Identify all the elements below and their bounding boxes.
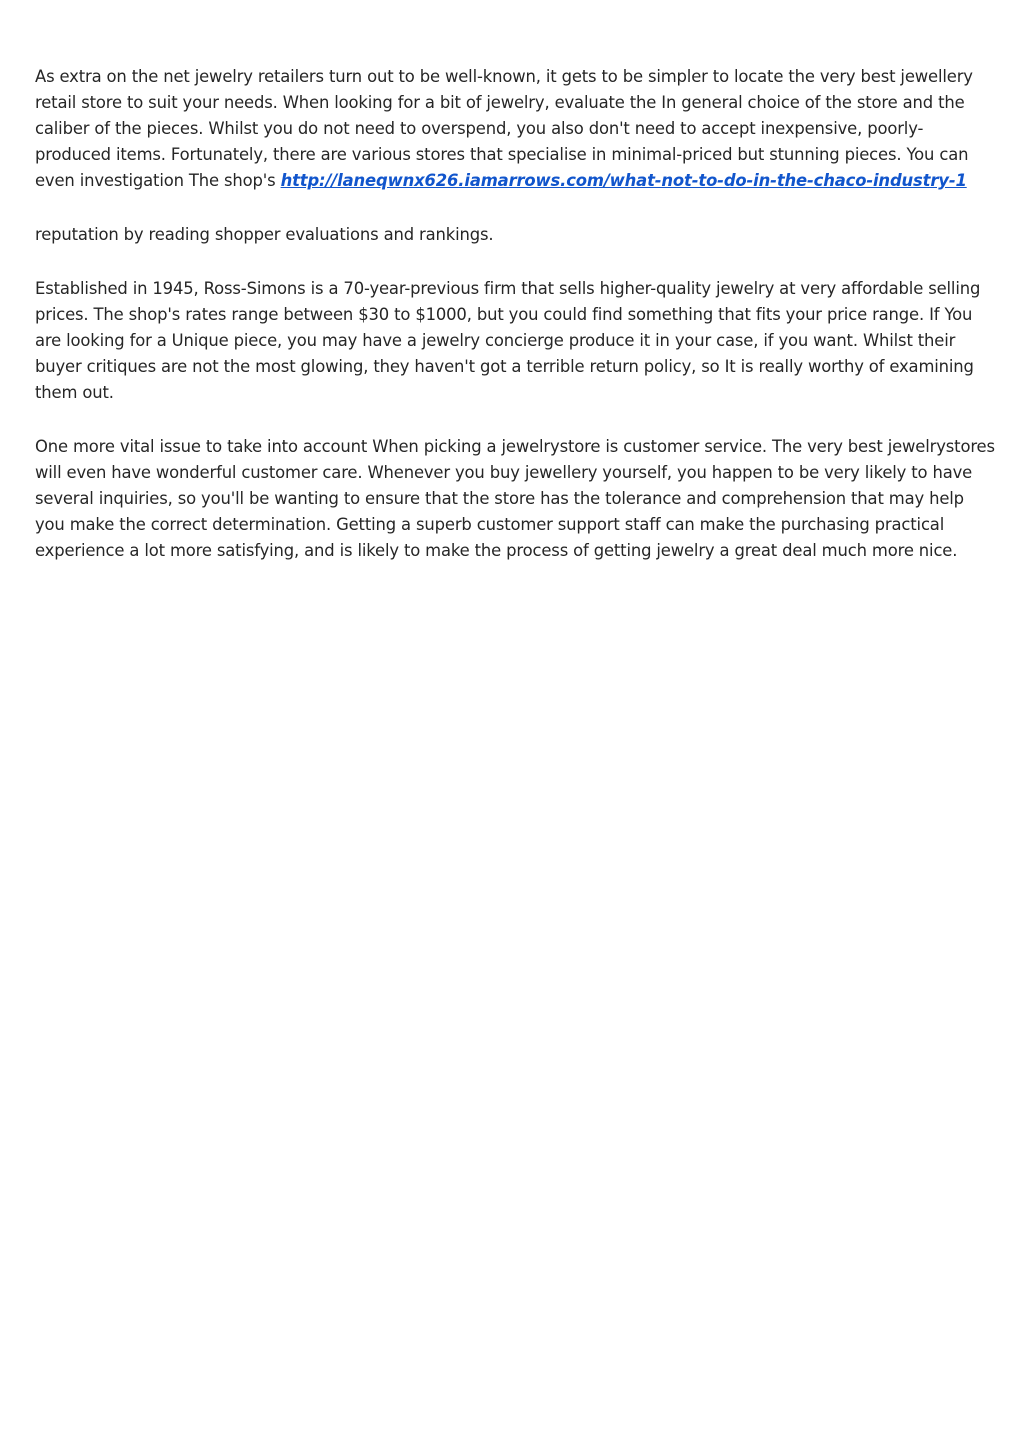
paragraph-reputation: reputation by reading shopper evaluations and rankings. [35,225,494,244]
paragraph-customer-service: One more vital issue to take into account When picking a jewelrystore is customer service. The very best jewelrystores will even have wonderful customer care. Whenever you buy jewellery yourself, you happen to be very likely to have several inquiries, so you'll be wanting to ensure that the store has the tolerance and comprehension that may help you make the correct determination. Getting a superb customer support staff can make the purchasing practical experience a lot more satisfying, and is likely to make the process of getting jewelry a great deal much more nice. [35,437,995,560]
article-link[interactable]: http://laneqwnx626.iamarrows.com/what-not-to-do-in-the-chaco-industry-1 [280,171,967,190]
paragraph-intro-text: As extra on the net jewelry retailers turn out to be well-known, it gets to be simpler to locate the very best jewellery retail store to suit your needs. When looking for a bit of jewelry, evaluate the In general choice of the store and the caliber of the pieces. Whilst you do not need to overspend, you also don't need to accept inexpensive, poorly-produced items. Fortunately, there are various stores that specialise in minimal-priced but stunning pieces. You can even investigation The shop's [35,67,973,190]
paragraph-ross-simons: Established in 1945, Ross-Simons is a 70-year-previous firm that sells higher-quality jewelry at very affordable selling prices. The shop's rates range between $30 to $1000, but you could find something that fits your price range. If You are looking for a Unique piece, you may have a jewelry concierge produce it in your case, if you want. Whilst their buyer critiques are not the most glowing, they haven't got a terrible return policy, so It is really worthy of examining them out. [35,279,981,402]
document-body [35,64,995,592]
paragraph-intro [35,64,995,194]
